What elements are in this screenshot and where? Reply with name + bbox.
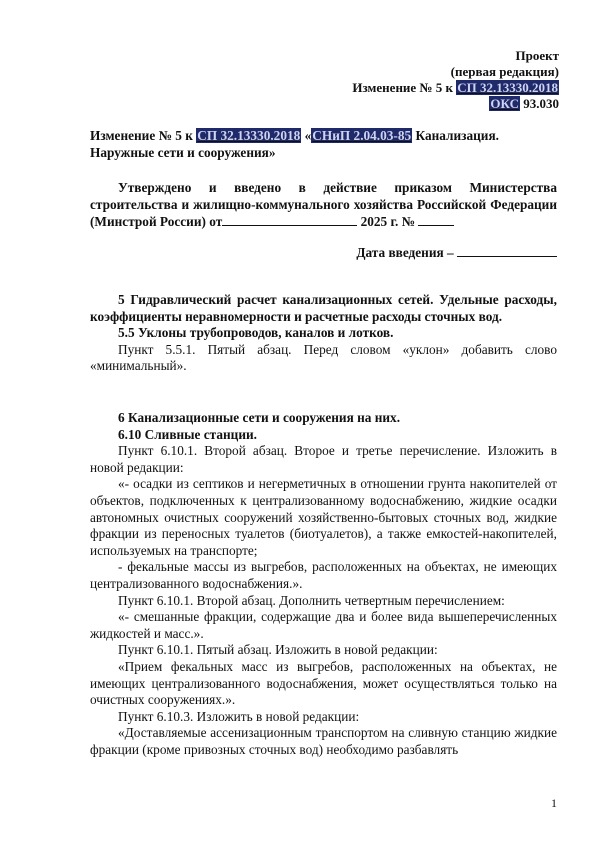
section-6-heading: 6 Канализационные сети и сооружения на них.	[118, 410, 401, 425]
section-6-10-heading: 6.10 Сливные станции.	[118, 426, 257, 442]
paragraph: «Доставляемые ассенизационным транспортом на сливную станцию жидкие фракции (кроме привозных сточных вод) необходимо разбавлять	[90, 725, 557, 757]
date-blank	[222, 213, 357, 226]
section-5-5-heading: 5.5 Уклоны трубопроводов, каналов и лотков.	[118, 325, 394, 341]
highlighted-code: СП 32.13330.2018	[457, 80, 558, 95]
paragraph: «- осадки из септиков и негерметичных в отношении грунта накопителей от объектов, подключенных к централизованному водоснабжению, жидкие осадки автономных очистных сооружений хозяйственно-бытовых сточных вод, жидкие фракции из переносных туалетов (биотуалетов), а также емкостей-накопителей, используемых на транспорте;	[90, 476, 557, 558]
oks-label: ОКС	[490, 96, 519, 111]
change-line: Изменение № 5 к СП 32.13330.2018	[352, 80, 558, 95]
intro-date-blank	[457, 244, 557, 257]
section-5-heading: 5 Гидравлический расчет канализационных сетей. Удельные расходы, коэффициенты неравномерности и расчетные расходы сточных вод.	[90, 292, 557, 324]
paragraph: Пункт 6.10.1. Второй абзац. Второе и третье перечисление. Изложить в новой редакции:	[90, 443, 557, 475]
oks-line: ОКС 93.030	[490, 96, 559, 111]
paragraph: Пункт 6.10.1. Пятый абзац. Изложить в новой редакции:	[118, 642, 438, 658]
introduction-date: Дата введения –	[90, 244, 557, 262]
document-title: Изменение № 5 к СП 32.13330.2018 «СНиП 2.04.03-85 Канализация. Наружные сети и сооружения»	[90, 128, 499, 160]
title-code-1: СП 32.13330.2018	[197, 128, 301, 143]
paragraph: «Прием фекальных масс из выгребов, расположенных на объектах, не имеющих централизованного водоснабжения, может осуществляться только на очистных сооружениях.».	[90, 658, 557, 708]
paragraph: Пункт 6.10.1. Второй абзац. Дополнить четвертным перечислением:	[118, 592, 505, 608]
approval-paragraph: Утверждено и введено в действие приказом Министерства строительства и жилищно-коммунального хозяйства Российской Федерации (Минстрой России) от 2025 г. №	[90, 180, 557, 230]
section-5	[90, 292, 557, 375]
document-header	[352, 48, 559, 112]
edition-label: (первая редакция)	[450, 64, 559, 79]
page-number: 1	[551, 796, 557, 810]
section-5-5-text: Пункт 5.5.1. Пятый абзац. Перед словом «уклон» добавить слово «минимальный».	[90, 341, 557, 374]
paragraph: Пункт 6.10.3. Изложить в новой редакции:	[118, 708, 360, 724]
number-blank	[418, 213, 454, 226]
title-code-2: СНиП 2.04.03-85	[312, 128, 412, 143]
section-6	[90, 410, 557, 758]
project-label: Проект	[515, 48, 559, 63]
paragraph: - фекальные массы из выгребов, расположенных на объектах, не имеющих централизованного водоснабжения.».	[90, 559, 557, 591]
paragraph: «- смешанные фракции, содержащие два и более вида вышеперечисленных жидкостей и масс.».	[90, 609, 557, 641]
